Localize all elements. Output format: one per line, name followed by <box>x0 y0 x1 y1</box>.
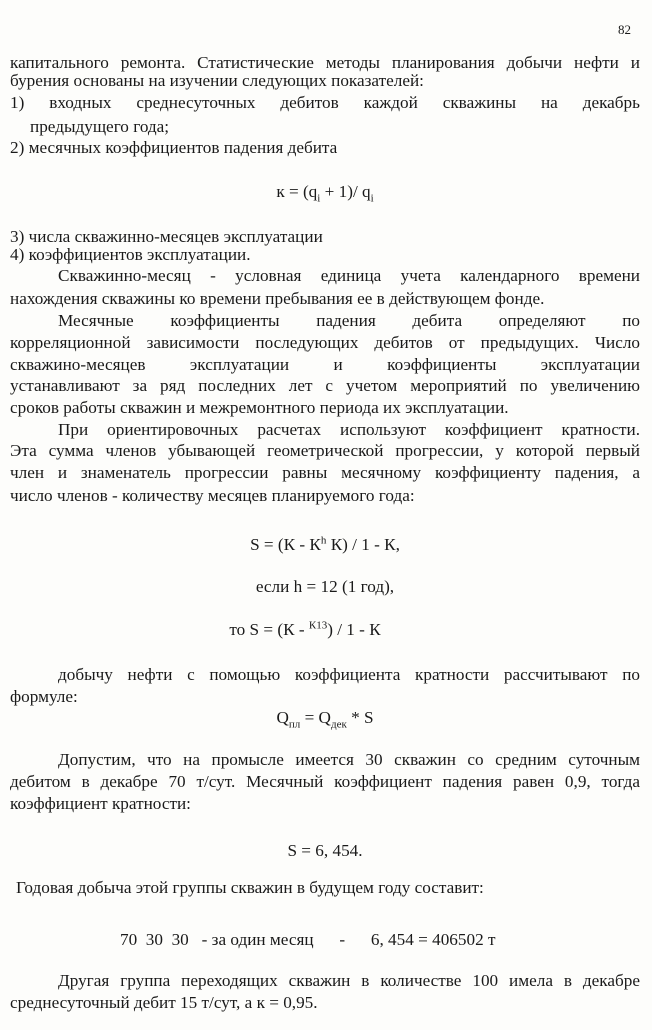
text-line: При ориентировочных расчетах используют коэффициент кратности. <box>58 420 640 439</box>
formula-part: к = (q <box>276 182 318 201</box>
formula-s1 <box>10 535 640 555</box>
text-line: скважино-месяцев эксплуатации и коэффициенты эксплуатации <box>10 355 640 374</box>
text-line: добычу нефти с помощью коэффициента кратности рассчитывают по <box>58 665 640 684</box>
text-line: Эта сумма членов убывающей геометрической прогрессии, у которой первый <box>10 441 640 460</box>
formula-part: S = (К - К <box>250 535 321 554</box>
text-line: коэффициент кратности: <box>10 794 191 813</box>
formula-q <box>10 708 640 731</box>
text-line: нахождения скважины ко времени пребывания ее в действующем фонде. <box>10 289 545 308</box>
formula-sub: пл <box>288 718 301 731</box>
formula-part: = Q <box>300 708 331 727</box>
formula-s-value: S = 6, 454. <box>287 841 363 860</box>
text-line: корреляционной зависимости последующих дебитов от предыдущих. Число <box>10 333 640 352</box>
text-line: сроков работы скважин и межремонтного периода их эксплуатации. <box>10 398 509 417</box>
formula-k <box>10 182 640 205</box>
text-line: капитального ремонта. Статистические методы планирования добычи нефти и <box>10 53 640 72</box>
formula-part: * S <box>346 708 374 727</box>
text-line: предыдущего года; <box>30 117 170 136</box>
formula-sub: i <box>370 192 374 205</box>
text-line: среднесуточный дебит 15 т/сут, а к = 0,95. <box>10 993 318 1012</box>
text-line: дебитом в декабре 70 т/сут. Месячный коэффициент падения равен 0,9, тогда <box>10 772 640 791</box>
text-line: Годовая добыча этой группы скважин в будущем году составит: <box>16 878 484 897</box>
text-line: Другая группа переходящих скважин в количестве 100 имела в декабре <box>58 971 640 990</box>
text-line: формуле: <box>10 687 78 706</box>
formula-sup: h <box>320 534 327 547</box>
text-line: бурения основаны на изучении следующих показателей: <box>10 71 424 90</box>
formula-part: ) / 1 - К <box>327 620 381 639</box>
formula-sub: дек <box>330 718 347 731</box>
formula-s2: если h = 12 (1 год), <box>255 577 395 596</box>
text-line: Допустим, что на промысле имеется 30 скважин со средним суточным <box>58 750 640 769</box>
page-number: 82 <box>618 22 631 37</box>
calculation-line: 70 30 30 - за один месяц - 6, 454 = 406502 т <box>120 930 496 949</box>
text-line: число членов - количеству месяцев планируемого года: <box>10 486 415 505</box>
list-item-1: 1) входных среднесуточных дебитов каждой скважины на декабрь <box>10 93 640 112</box>
formula-part: К) / 1 - К, <box>326 535 400 554</box>
formula-part: + 1)/ q <box>320 182 371 201</box>
formula-s3 <box>0 620 620 640</box>
text-line: Месячные коэффициенты падения дебита определяют по <box>58 311 640 330</box>
formula-part: Q <box>276 708 289 727</box>
formula-part: то S = (К - <box>229 620 309 639</box>
list-item-2: 2) месячных коэффициентов падения дебита <box>10 138 338 157</box>
text-line: устанавливают за ряд последних лет с учетом мероприятий по увеличению <box>10 376 640 395</box>
list-item-3: 3) числа скважинно-месяцев эксплуатации <box>10 227 323 246</box>
formula-sub: i <box>317 192 321 205</box>
formula-sup: К13 <box>308 619 328 632</box>
list-item-4: 4) коэффициентов эксплуатации. <box>10 245 251 264</box>
text-line: Скважинно-месяц - условная единица учета календарного времени <box>58 266 640 285</box>
text-line: член и знаменатель прогрессии равны месячному коэффициенту падения, а <box>10 463 640 482</box>
